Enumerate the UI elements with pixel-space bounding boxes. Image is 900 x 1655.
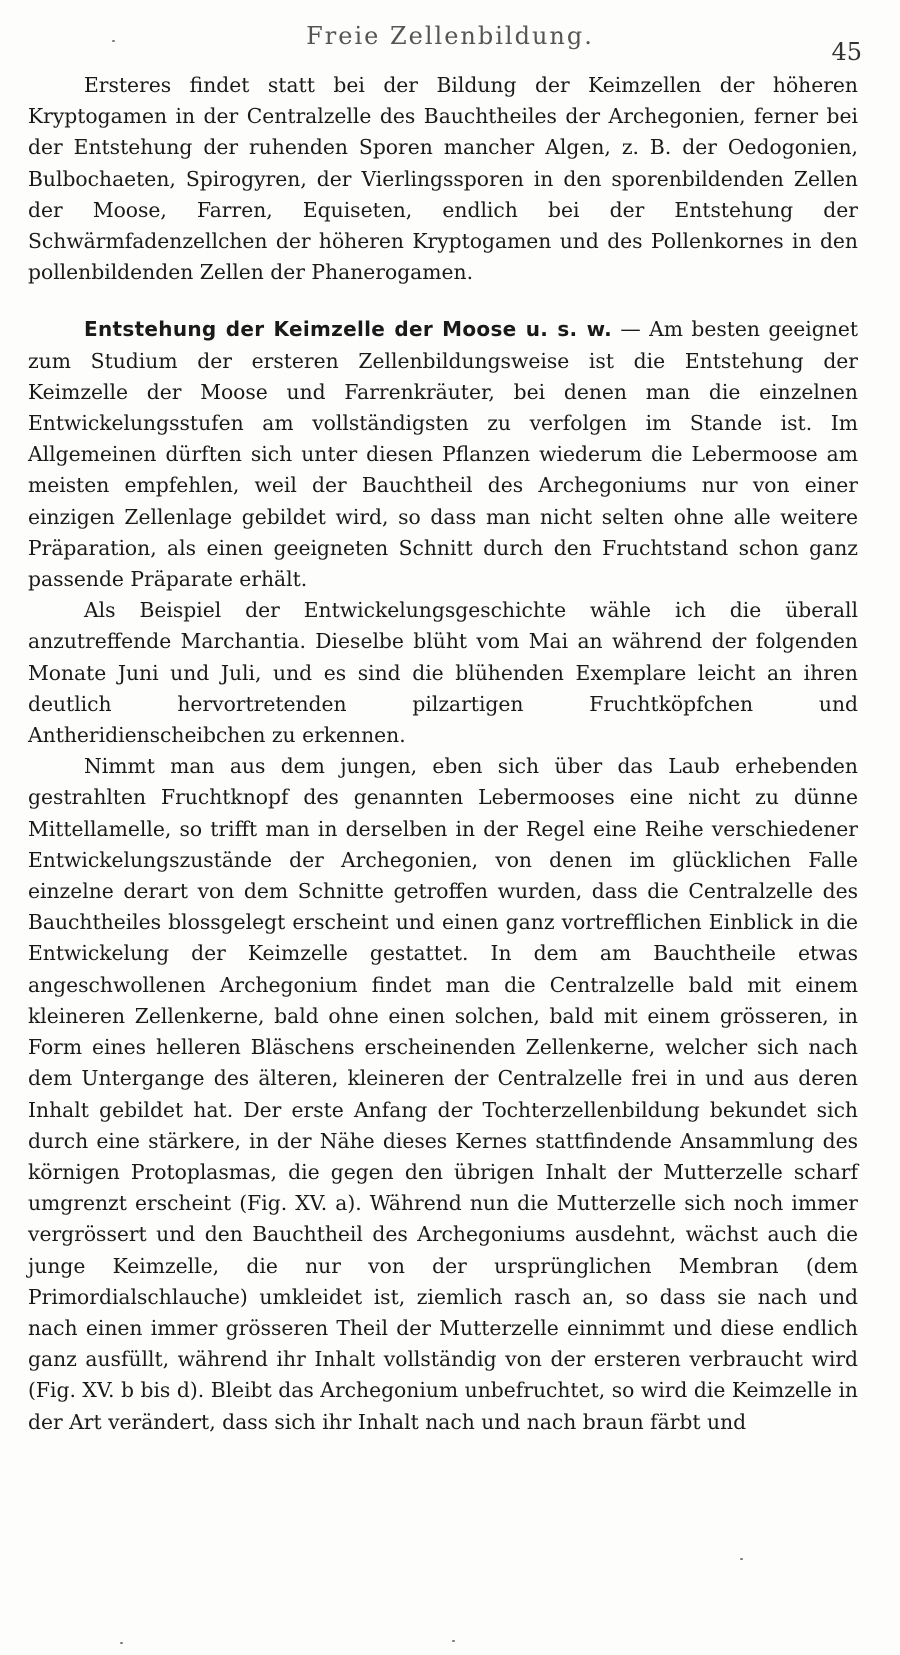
body-text: [28, 70, 858, 1438]
scan-speck: [452, 1640, 455, 1642]
section-heading: Entstehung der Keimzelle der Moose u. s. w.: [84, 317, 613, 342]
page-number: 45: [831, 38, 862, 66]
paragraph-2-text: — Am besten geeignet zum Studium der ersteren Zellenbildungsweise ist die Entstehung der Keimzelle der Moose und Farrenkräuter, bei denen man die einzelnen Entwickelungsstufen am vollständigsten zu verfolgen im Stande ist. Im Allgemeinen dürften sich unter diesen Pflanzen wiederum die Lebermoose am meisten empfehlen, weil der Bauchtheil des Archegoniums nur von einer einzigen Zellenlage gebildet wird, so dass man nicht selten ohne alle weitere Präparation, als einen geeigneten Schnitt durch den Fruchtstand schon ganz passende Präparate erhält.: [28, 317, 858, 592]
running-head: Freie Zellenbildung.: [306, 22, 594, 50]
paragraph-1: Ersteres findet statt bei der Bildung der Keimzellen der höheren Kryptogamen in der Centralzelle des Bauchtheiles der Archegonien, ferner bei der Entstehung der ruhenden Sporen mancher Algen, z. B. der Oedogonien, Bulbochaeten, Spirogyren, der Vierlingssporen in den sporenbildenden Zellen der Moose, Farren, Equiseten, endlich bei der Entstehung der Schwärmfadenzellchen der höheren Kryptogamen und des Pollenkornes in den pollenbildenden Zellen der Phanerogamen.: [28, 73, 858, 285]
paragraph-2: [28, 314, 858, 595]
scan-speck: [112, 40, 115, 42]
paragraph-3: Als Beispiel der Entwickelungsgeschichte wähle ich die überall anzutreffende Marchantia. Dieselbe blüht vom Mai an während der folgenden Monate Juni und Juli, und es sind die blühenden Exemplare leicht an ihren deutlich hervortretenden pilzartigen Fruchtköpfchen und Antheridienscheibchen zu erkennen.: [28, 598, 858, 748]
scan-speck: [740, 1558, 743, 1560]
paragraph-4: Nimmt man aus dem jungen, eben sich über das Laub erhebenden gestrahlten Fruchtknopf des genannten Lebermooses eine nicht zu dünne Mittellamelle, so trifft man in derselben in der Regel eine Reihe verschiedener Entwickelungszustände der Archegonien, von denen im glücklichen Falle einzelne derart von dem Schnitte getroffen wurden, dass die Centralzelle des Bauchtheiles blossgelegt erscheint und einen ganz vortrefflichen Einblick in die Entwickelung der Keimzelle gestattet. In dem am Bauchtheile etwas angeschwollenen Archegonium findet man die Centralzelle bald mit einem kleineren Zellenkerne, bald ohne einen solchen, bald mit einem grösseren, in Form eines helleren Bläschens erscheinenden Zellenkerne, welcher sich nach dem Untergange des älteren, kleineren der Centralzelle frei in und aus deren Inhalt gebildet hat. Der erste Anfang der Tochterzellenbildung bekundet sich durch eine stärkere, in der Nähe dieses Kernes stattfindende Ansammlung des körnigen Protoplasmas, die gegen den übrigen Inhalt der Mutterzelle scharf umgrenzt erscheint (Fig. XV. a). Während nun die Mutterzelle sich noch immer vergrössert und den Bauchtheil des Archegoniums ausdehnt, wächst auch die junge Keimzelle, die nur von der ursprünglichen Membran (dem Primordialschlauche) umkleidet ist, ziemlich rasch an, so dass sie nach und nach einen immer grösseren Theil der Mutterzelle einnimmt und diese endlich ganz ausfüllt, während ihr Inhalt vollständig von der ersteren verbraucht wird (Fig. XV. b bis d). Bleibt das Archegonium unbefruchtet, so wird die Keimzelle in der Art verändert, dass sich ihr Inhalt nach und nach braun färbt und: [28, 754, 858, 1434]
scan-speck: [120, 1642, 123, 1644]
